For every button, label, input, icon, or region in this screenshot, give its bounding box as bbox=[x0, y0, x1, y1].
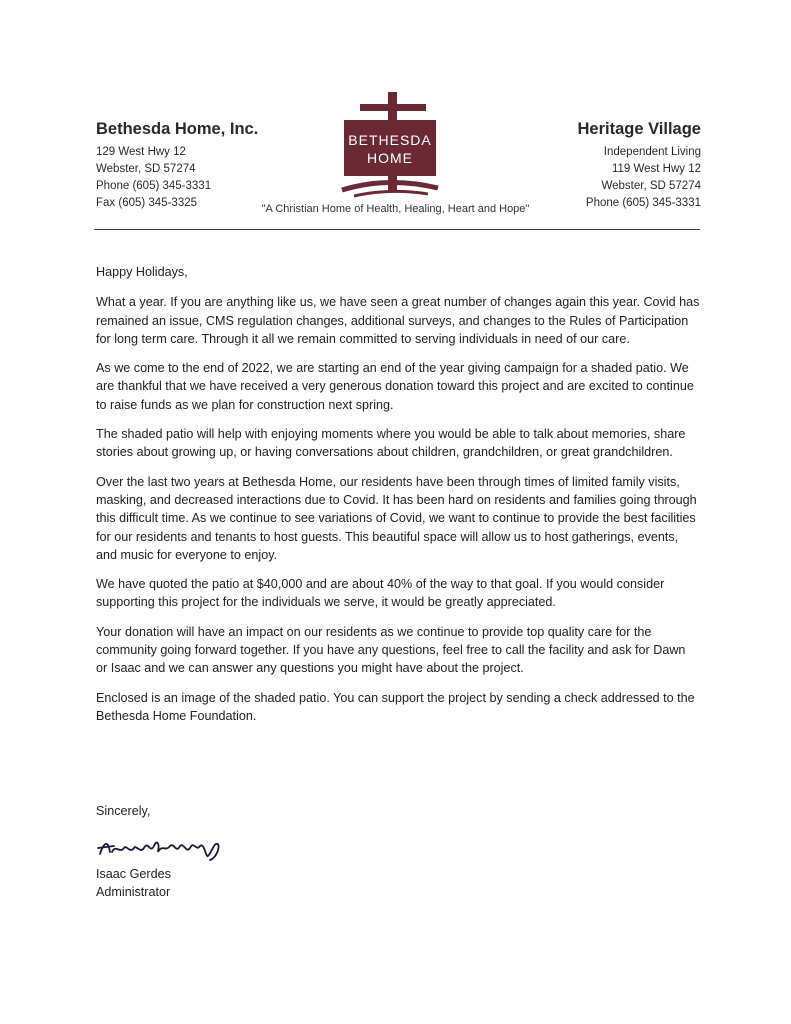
logo-text-line1: BETHESDA bbox=[348, 132, 432, 148]
left-address-line: Webster, SD 57274 bbox=[96, 163, 196, 175]
signer-name: Isaac Gerdes bbox=[96, 867, 171, 881]
left-address-line: 129 West Hwy 12 bbox=[96, 146, 186, 158]
paragraph: As we come to the end of 2022, we are starting an end of the year giving campaign for a shaded patio. We are thankful that we have received a very generous donation toward this project and are excited to continue to raise funds as we plan for construction next spring. bbox=[96, 361, 694, 412]
right-address-line: Independent Living bbox=[603, 146, 701, 158]
right-address-line: Webster, SD 57274 bbox=[601, 180, 701, 192]
paragraph: Over the last two years at Bethesda Home, our residents have been through times of limited family visits, masking, and decreased interactions due to Covid. It has been hard on residents and families going through this difficult time. As we continue to see variations of Covid, we want to continue to provide the best facilities for our residents and tenants to host guests. This beautiful space will allow us to host gatherings, events, and music for everyone to enjoy. bbox=[96, 474, 697, 562]
left-fax: Fax (605) 345-3325 bbox=[96, 197, 198, 209]
right-phone: Phone (605) 345-3331 bbox=[585, 197, 701, 209]
right-letterhead bbox=[577, 118, 701, 212]
left-org-name: Bethesda Home, Inc. bbox=[96, 120, 259, 138]
handwritten-signature bbox=[96, 832, 236, 862]
paragraph: The shaded patio will help with enjoying moments where you would be able to talk about memories, share stories about growing up, or having conversations about children, grandchildren, or great grandchildren. bbox=[96, 427, 686, 460]
left-phone: Phone (605) 345-3331 bbox=[96, 180, 212, 192]
letter-body bbox=[96, 263, 700, 736]
greeting: Happy Holidays, bbox=[96, 265, 188, 279]
paragraph: Your donation will have an impact on our residents as we continue to provide top quality care for the community going forward together. If you have any questions, feel free to call the facility and ask for Dawn or Isaac and we can answer any questions you might have about the project. bbox=[96, 624, 686, 676]
signer-block bbox=[96, 865, 171, 901]
closing: Sincerely, bbox=[96, 804, 151, 818]
right-org-name: Heritage Village bbox=[577, 120, 701, 138]
logo-text-line2: HOME bbox=[367, 150, 413, 166]
left-letterhead bbox=[96, 118, 258, 212]
header-divider bbox=[94, 229, 700, 230]
tagline: "A Christian Home of Health, Healing, Heart and Hope" bbox=[261, 203, 530, 215]
paragraph: We have quoted the patio at $40,000 and are about 40% of the way to that goal. If you would consider supporting this project for the individuals we serve, it would be greatly appreciated. bbox=[96, 577, 665, 610]
bethesda-home-logo bbox=[328, 90, 460, 202]
paragraph: What a year. If you are anything like us, we have seen a great number of changes again this year. Covid has remained an issue, CMS regulation changes, additional surveys, and changes to the Rules of Participation for long term care. Through it all we remain committed to serving individuals in need of our care. bbox=[96, 295, 700, 346]
paragraph: Enclosed is an image of the shaded patio. You can support the project by sending a check addressed to the Bethesda Home Foundation. bbox=[96, 690, 695, 723]
right-address-line: 119 West Hwy 12 bbox=[611, 163, 701, 175]
signer-title: Administrator bbox=[96, 885, 171, 899]
